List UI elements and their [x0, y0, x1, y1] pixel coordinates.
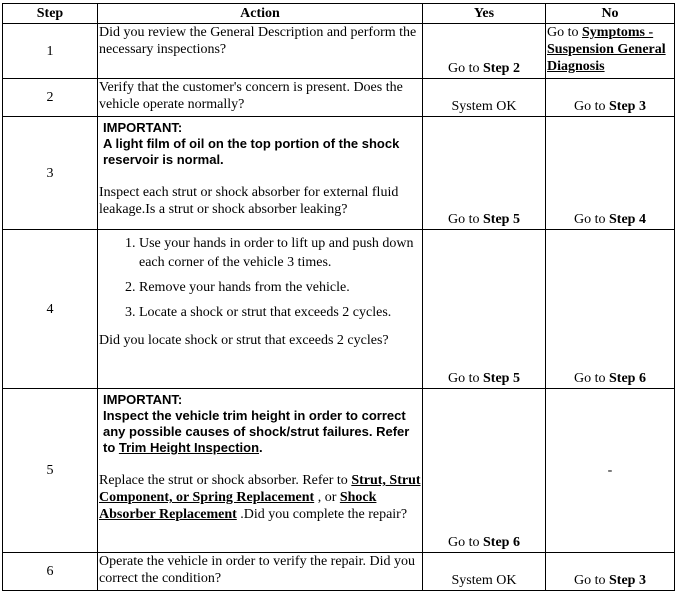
important-end: . — [259, 440, 263, 455]
yes-cell — [423, 117, 546, 230]
step-number: 2 — [3, 79, 98, 117]
table-row — [3, 553, 675, 591]
no-link[interactable]: Step 4 — [609, 212, 646, 227]
action-mid: , or — [314, 490, 340, 505]
step-number: 5 — [3, 389, 98, 553]
yes-prefix: Go to — [448, 371, 484, 386]
yes-prefix: Go to — [448, 212, 484, 227]
yes-cell — [423, 389, 546, 553]
yes-link[interactable]: Step 5 — [483, 212, 520, 227]
no-cell — [546, 230, 675, 389]
important-text: Inspect the vehicle trim height in order to correct any possible causes of shock/strut failures. Refer to — [103, 408, 410, 455]
action-end: .Did you complete the repair? — [236, 507, 408, 522]
header-action: Action — [98, 4, 423, 24]
no-link[interactable]: Step 3 — [609, 99, 646, 114]
action-cell — [98, 389, 423, 553]
action-cell — [98, 117, 423, 230]
yes-cell — [423, 230, 546, 389]
important-text: A light film of oil on the top portion of the shock reservoir is normal. — [103, 136, 400, 167]
important-label: IMPORTANT: — [103, 120, 183, 135]
action-text: Inspect each strut or shock absorber for external fluid leakage.Is a strut or shock absorber leaking? — [99, 185, 399, 217]
action-block — [99, 472, 421, 523]
yes-cell: System OK — [423, 79, 546, 117]
diagnostic-table — [2, 3, 675, 591]
no-link[interactable]: Symptoms - Suspension General Diagnosis — [547, 25, 666, 74]
no-prefix: Go to — [574, 99, 610, 114]
yes-prefix: Go to — [448, 61, 484, 76]
table-row — [3, 117, 675, 230]
no-cell — [546, 553, 675, 591]
procedure-list — [99, 234, 421, 322]
header-no: No — [546, 4, 675, 24]
step-number: 3 — [3, 117, 98, 230]
no-prefix: Go to — [547, 25, 582, 40]
step-number: 4 — [3, 230, 98, 389]
yes-link[interactable]: Step 6 — [483, 535, 520, 550]
header-yes: Yes — [423, 4, 546, 24]
no-link[interactable]: Step 6 — [609, 371, 646, 386]
list-item: 1. Use your hands in order to lift up and push down each corner of the vehicle 3 times. — [139, 234, 421, 272]
no-cell — [546, 117, 675, 230]
list-item: 2. Remove your hands from the vehicle. — [139, 278, 421, 297]
no-prefix: Go to — [574, 212, 610, 227]
action-text: Replace the strut or shock absorber. Refer to — [99, 473, 352, 488]
important-block — [99, 408, 421, 456]
table-row — [3, 230, 675, 389]
yes-link[interactable]: Step 2 — [483, 61, 520, 76]
no-prefix: Go to — [574, 371, 610, 386]
action-text: Verify that the customer's concern is present. Does the vehicle operate normally? — [98, 79, 423, 117]
action-text: Did you review the General Description and perform the necessary inspections? — [98, 24, 423, 79]
no-prefix: Go to — [574, 573, 610, 588]
strut-replacement-link[interactable]: Strut, Strut Component, or Spring Replacement — [99, 473, 421, 505]
yes-prefix: Go to — [448, 535, 484, 550]
yes-cell: System OK — [423, 553, 546, 591]
yes-link[interactable]: Step 5 — [483, 371, 520, 386]
trim-height-link[interactable]: Trim Height Inspection — [118, 440, 260, 455]
table-row — [3, 24, 675, 79]
no-cell: - — [546, 389, 675, 553]
no-link[interactable]: Step 3 — [609, 573, 646, 588]
header-row — [3, 4, 675, 24]
table-row — [3, 79, 675, 117]
action-text: Operate the vehicle in order to verify the repair. Did you correct the condition? — [98, 553, 423, 591]
no-cell — [546, 24, 675, 79]
no-cell — [546, 79, 675, 117]
action-cell — [98, 230, 423, 389]
yes-cell — [423, 24, 546, 79]
header-step: Step — [3, 4, 98, 24]
important-label: IMPORTANT: — [103, 392, 183, 407]
list-item: 3. Locate a shock or strut that exceeds 2 cycles. — [139, 303, 421, 322]
action-text: Did you locate shock or strut that exceeds 2 cycles? — [99, 333, 389, 348]
shock-absorber-link[interactable]: Shock Absorber Replacement — [99, 490, 377, 522]
table-row — [3, 389, 675, 553]
step-number: 6 — [3, 553, 98, 591]
step-number: 1 — [3, 24, 98, 79]
